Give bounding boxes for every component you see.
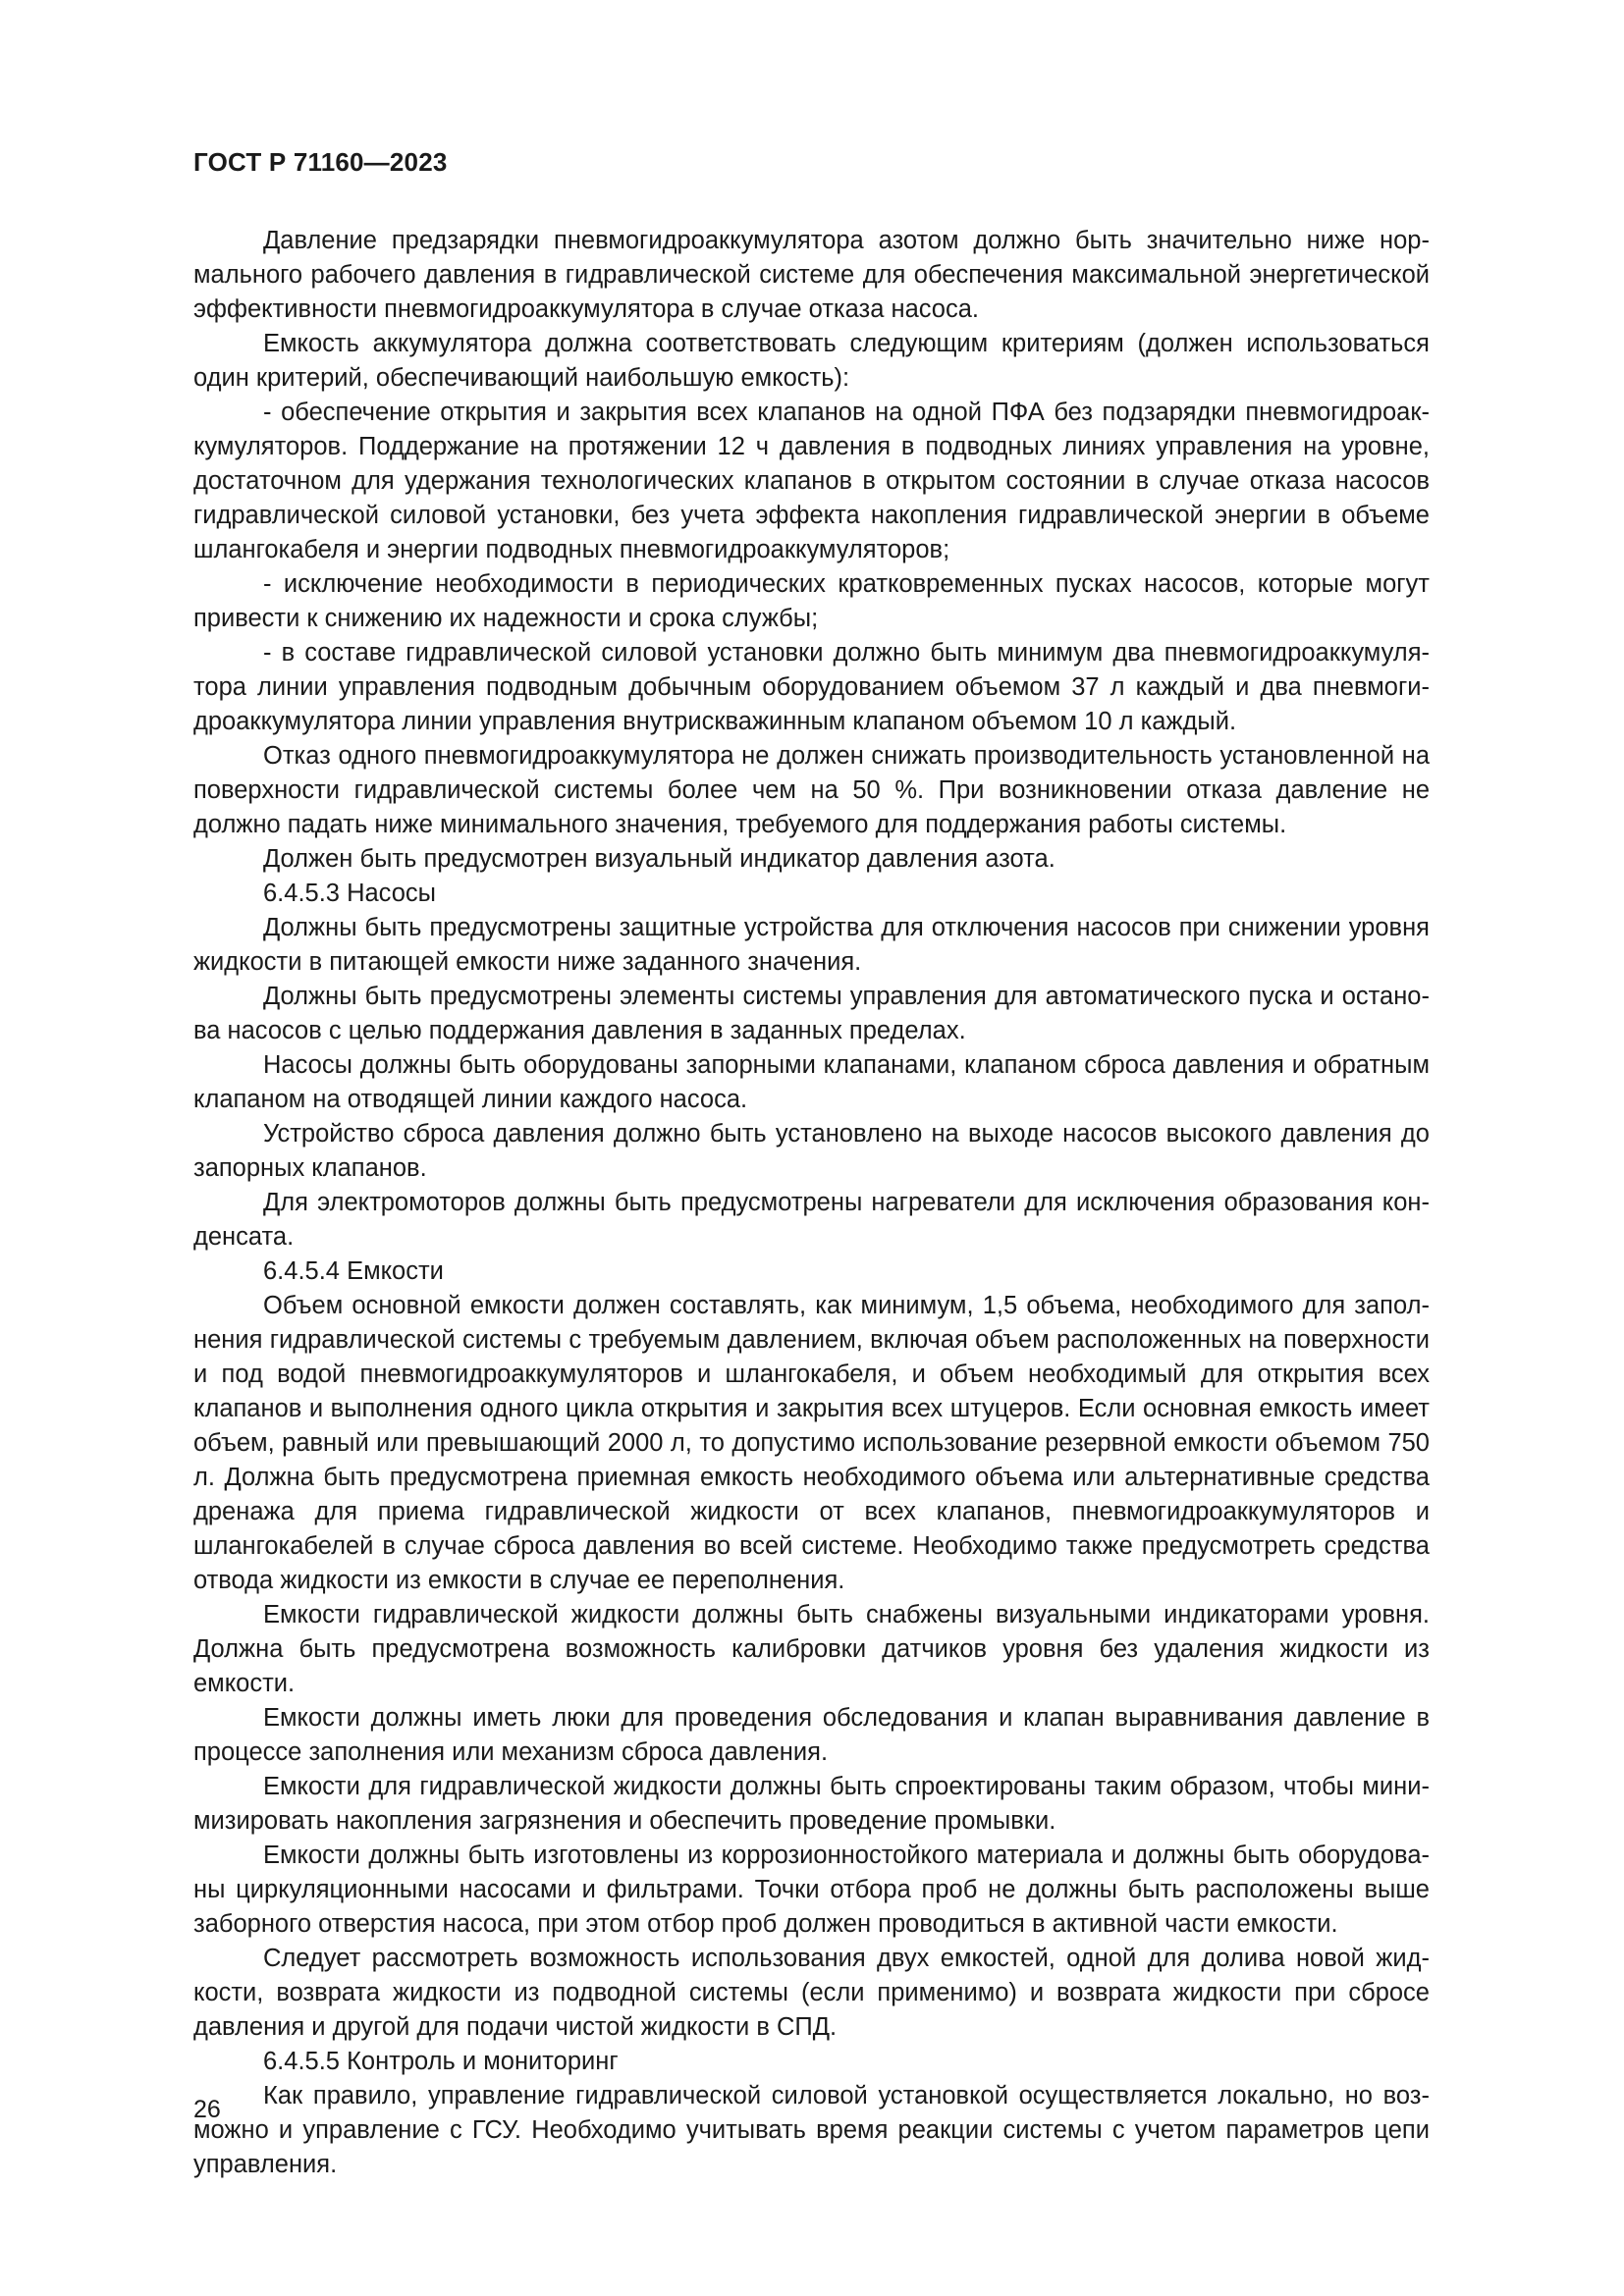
- paragraph: Должны быть предусмотрены элементы системы управления для автоматического пуска и останова насосов с целью поддержания давления в заданных пределах.: [193, 983, 1430, 1044]
- paragraph: Для электромоторов должны быть предусмотрены нагреватели для исключения образования конденсата.: [193, 1189, 1430, 1251]
- list-item: - обеспечение открытия и закрытия всех клапанов на одной ПФА без подзарядки пневмогидроаккумуляторов. Поддержание на протяжении 12 ч давления в подводных линиях управления на уровне, достаточном для удержания технологических клапанов в открытом состоянии в случае отказа насосов гидравлической силовой установки, без учета эффекта накопления гидравлической энергии в объеме шлангокабеля и энергии подводных пневмогидроаккумуляторов;: [193, 399, 1430, 563]
- section-heading: 6.4.5.4 Емкости: [263, 1257, 444, 1285]
- paragraph: Насосы должны быть оборудованы запорными клапанами, клапаном сброса давления и обратным клапаном на отводящей линии каждого насоса.: [193, 1051, 1430, 1113]
- document-body: [193, 224, 1430, 2182]
- paragraph: Должен быть предусмотрен визуальный индикатор давления азота.: [263, 845, 1056, 873]
- paragraph: Емкость аккумулятора должна соответствовать следующим критериям (должен использоваться один критерий, обеспечивающий наибольшую емкость):: [193, 330, 1430, 392]
- paragraph: Емкости должны иметь люки для проведения обследования и клапан выравнивания давление в процессе заполнения или механизм сброса давления.: [193, 1704, 1430, 1766]
- document-header: ГОСТ Р 71160—2023: [193, 147, 448, 177]
- paragraph: Как правило, управление гидравлической силовой установкой осуществляется локально, но возможно и управление с ГСУ. Необходимо учитывать время реакции системы с учетом параметров цепи управления.: [193, 2082, 1430, 2178]
- list-item: - в составе гидравлической силовой установки должно быть минимум два пневмогидроаккумулятора линии управления подводным добычным оборудованием объемом 37 л каждый и два пневмогидроаккумулятора линии управления внутрискважинным клапаном объемом 10 л каждый.: [193, 639, 1430, 735]
- paragraph: Объем основной емкости должен составлять, как минимум, 1,5 объема, необходимого для заполнения гидравлической системы с требуемым давлением, включая объем расположенных на поверхности и под водой пневмогидроаккумуляторов и шлангокабеля, и объем необходимый для открытия всех клапанов и выполнения одного цикла открытия и закрытия всех штуцеров. Если основная емкость имеет объем, равный или превышающий 2000 л, то допустимо использование резервной емкости объемом 750 л. Должна быть предусмотрена приемная емкость необходимого объема или альтернативные средства дренажа для приема гидравлической жидкости от всех клапанов, пневмогидроаккумуляторов и шлангокабелей в случае сброса давления во всей системе. Необходимо также предусмотреть средства отвода жидкости из емкости в случае ее переполнения.: [193, 1292, 1430, 1594]
- list-item: - исключение необходимости в периодических кратковременных пусках насосов, которые могут привести к снижению их надежности и срока службы;: [193, 570, 1430, 632]
- paragraph: Емкости должны быть изготовлены из коррозионностойкого материала и должны быть оборудованы циркуляционными насосами и фильтрами. Точки отбора проб не должны быть расположены выше заборного отверстия насоса, при этом отбор проб должен проводиться в активной части емкости.: [193, 1842, 1430, 1938]
- paragraph: Должны быть предусмотрены защитные устройства для отключения насосов при снижении уровня жидкости в питающей емкости ниже заданного значения.: [193, 914, 1430, 976]
- paragraph: Емкости для гидравлической жидкости должны быть спроектированы таким образом, чтобы минимизировать накопления загрязнения и обеспечить проведение промывки.: [193, 1773, 1430, 1835]
- section-heading: 6.4.5.3 Насосы: [263, 880, 436, 907]
- section-heading: 6.4.5.5 Контроль и мониторинг: [263, 2048, 619, 2075]
- paragraph: Отказ одного пневмогидроаккумулятора не должен снижать производительность установленной на поверхности гидравлической системы более чем на 50 %. При возникновении отказа давление не должно падать ниже минимального значения, требуемого для поддержания работы системы.: [193, 742, 1430, 838]
- paragraph: Следует рассмотреть возможность использования двух емкостей, одной для долива новой жидкости, возврата жидкости из подводной системы (если применимо) и возврата жидкости при сбросе давления и другой для подачи чистой жидкости в СПД.: [193, 1945, 1430, 2041]
- paragraph: Емкости гидравлической жидкости должны быть снабжены визуальными индикаторами уровня. Должна быть предусмотрена возможность калибровки датчиков уровня без удаления жидкости из емкости.: [193, 1601, 1430, 1697]
- paragraph: Давление предзарядки пневмогидроаккумулятора азотом должно быть значительно ниже нормального рабочего давления в гидравлической системе для обеспечения максимальной энергетической эффективности пневмогидроаккумулятора в случае отказа насоса.: [193, 227, 1430, 323]
- paragraph: Устройство сброса давления должно быть установлено на выходе насосов высокого давления до запорных клапанов.: [193, 1120, 1430, 1182]
- page-number: 26: [193, 2096, 221, 2123]
